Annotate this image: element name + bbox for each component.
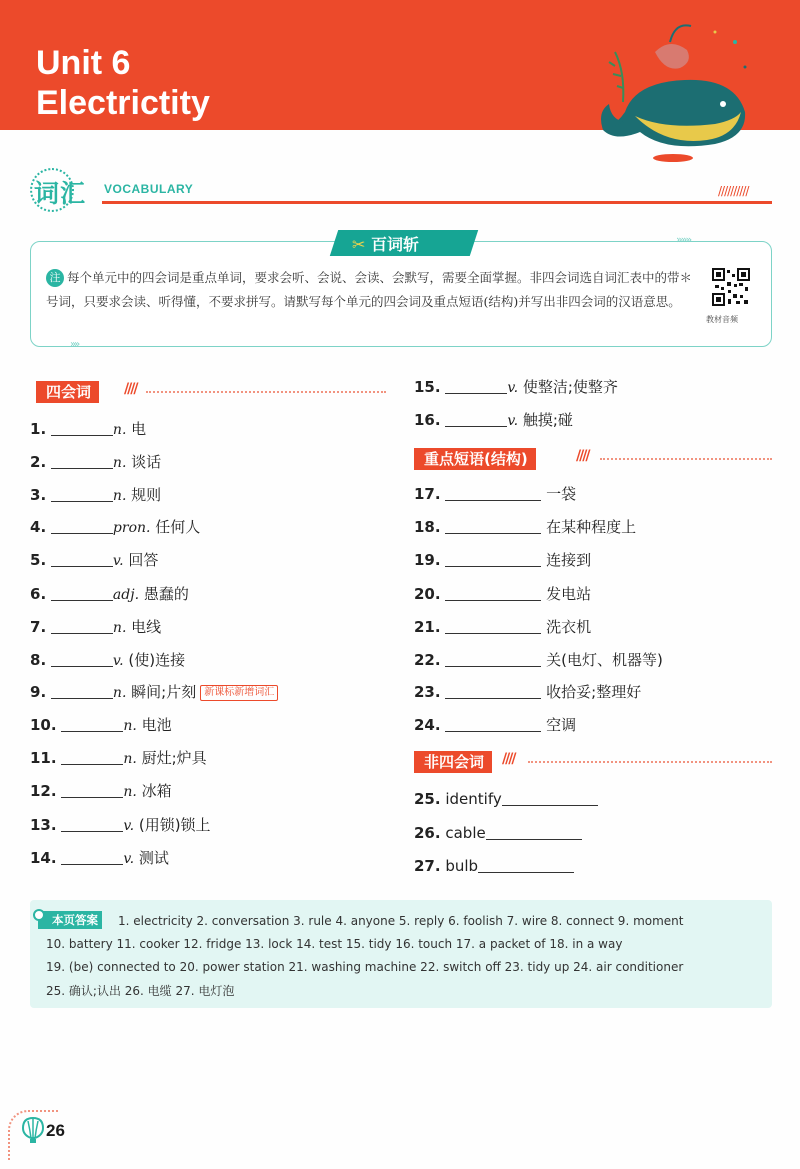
answer-blank[interactable] [51,551,113,567]
item-number: 26 [414,824,435,842]
item-number: 12 [30,782,51,800]
english-word: bulb [445,857,479,875]
meaning: 连接到 [546,551,592,569]
item-number: 8 [30,651,41,669]
vocabulary-heading [30,168,772,218]
vocab-item-7: 7. n. 电线 [30,618,162,636]
section-stripes: //// [576,448,589,464]
vocab-item-1: 1. n. 电 [30,420,147,438]
meaning: 电线 [131,618,162,636]
meaning: 愚蠢的 [143,585,189,603]
item-number: 1 [30,420,41,438]
answer-blank[interactable] [51,518,113,534]
unit-title: Electrictity [36,84,210,122]
item-number: 6 [30,585,41,603]
unit-number: Unit 6 [36,44,131,82]
chevrons-right-icon: »»» [676,233,691,246]
answer-blank[interactable] [51,486,113,502]
vocab-item-9: 9. n. 瞬间;片刻 新课标新增词汇 [30,682,278,703]
non-four-item-27: 27. bulb [414,856,574,876]
part-of-speech: n. [112,685,127,701]
answer-blank[interactable] [61,782,123,798]
part-of-speech: v. [123,818,135,834]
meaning: 使整洁;使整齐 [522,378,618,396]
answer-blank[interactable] [445,585,541,601]
phrase-item-18: 18. 在某种程度上 [414,518,637,536]
part-of-speech: v. [112,653,124,669]
item-number: 15 [414,378,435,396]
item-number: 20 [414,585,435,603]
heading-stripes: ////////// [718,184,749,198]
answer-blank[interactable] [61,749,123,765]
heading-underline [102,201,772,204]
section-dotted-line [600,458,772,460]
answer-blank[interactable] [51,651,113,667]
phrase-item-22: 22. 关(电灯、机器等) [414,651,663,669]
phrase-item-24: 24. 空调 [414,716,577,734]
answer-blank[interactable] [445,551,541,567]
phrase-item-19: 19. 连接到 [414,551,592,569]
part-of-speech: n. [112,488,127,504]
answer-blank[interactable] [445,618,541,634]
vocab-item-16: 16. v. 触摸;碰 [414,411,573,429]
answer-blank[interactable] [502,790,598,806]
answer-blank[interactable] [445,378,507,394]
part-of-speech: n. [112,620,127,636]
answer-blank[interactable] [445,716,541,732]
note-marker: 注 [46,269,64,287]
answer-blank[interactable] [61,716,123,732]
meaning: 谈话 [131,453,162,471]
answer-blank[interactable] [486,824,582,840]
phrase-item-17: 17. 一袋 [414,485,577,503]
meaning: 规则 [131,486,162,504]
item-number: 2 [30,453,41,471]
item-number: 7 [30,618,41,636]
meaning: 冰箱 [141,782,172,800]
vocab-item-2: 2. n. 谈话 [30,453,162,471]
vocab-item-12: 12. n. 冰箱 [30,782,172,800]
meaning: 电 [131,420,147,438]
item-number: 16 [414,411,435,429]
item-number: 3 [30,486,41,504]
part-of-speech: v. [123,851,135,867]
item-number: 10 [30,716,51,734]
vocab-item-13: 13. v. (用锁)锁上 [30,816,211,834]
meaning: (使)连接 [128,651,186,669]
vocab-item-4: 4. pron. 任何人 [30,518,201,536]
section-four-skill-label: 四会词 [36,381,99,403]
phrase-item-20: 20. 发电站 [414,585,592,603]
meaning: 瞬间;片刻 [131,683,197,701]
key-icon [33,909,45,921]
answer-line-3: 19. (be) connected to 20. power station 21. washing machine 22. switch off 23. tidy up 24. air conditioner [46,960,684,974]
answer-line-2: 10. battery 11. cooker 12. fridge 13. lock 14. test 15. tidy 16. touch 17. a packet of 18. in a way [46,937,623,951]
item-number: 23 [414,683,435,701]
section-dotted-line [146,391,386,393]
answer-blank[interactable] [445,485,541,501]
section-dotted-line [528,761,772,763]
phrase-item-21: 21. 洗衣机 [414,618,592,636]
meaning: 关(电灯、机器等) [546,651,663,669]
meaning: 厨灶;炉具 [141,749,207,767]
balloon-icon [20,1116,46,1144]
non-four-item-25: 25. identify [414,789,598,809]
answer-blank[interactable] [51,585,113,601]
meaning: 任何人 [155,518,201,536]
item-number: 9 [30,683,41,701]
phrase-item-23: 23. 收拾妥;整理好 [414,683,642,701]
answer-line-1: 1. electricity 2. conversation 3. rule 4. anyone 5. reply 6. foolish 7. wire 8. connect 9. moment [118,914,684,928]
qr-label: 教材音频 [706,315,738,324]
answer-blank[interactable] [478,857,574,873]
intro-body: 每个单元中的四会词是重点单词，要求会听、会说、会读、会默写，需要全面掌握。非四会词选自词汇表中的带＊号词，只要求会读、听得懂，不要求拼写。请默写每个单元的四会词及重点短语(结构)并写出非四会词的汉语意思。 [46,270,693,309]
vocab-item-14: 14. v. 测试 [30,849,169,867]
answer-blank[interactable] [61,849,123,865]
meaning: 发电站 [546,585,592,603]
intro-title-label: 百词斩 [370,235,419,254]
meaning: 电池 [141,716,172,734]
meaning: 触摸;碰 [522,411,573,429]
section-stripes: //// [124,381,137,397]
meaning: 空调 [546,716,577,734]
section-non-four-label: 非四会词 [414,751,492,773]
meaning: 回答 [128,551,159,569]
answer-blank[interactable] [445,683,541,699]
answer-blank[interactable] [61,816,123,832]
item-number: 17 [414,485,435,503]
answer-label: 本页答案 [38,911,102,929]
vocab-item-10: 10. n. 电池 [30,716,172,734]
answer-blank[interactable] [445,411,507,427]
part-of-speech: n. [123,784,137,800]
answer-line-4: 25. 确认;认出 26. 电缆 27. 电灯泡 [46,984,235,998]
item-number: 4 [30,518,41,536]
part-of-speech: n. [112,455,127,471]
answer-blank[interactable] [51,420,113,436]
vocab-item-11: 11. n. 厨灶;炉具 [30,749,207,767]
answer-blank[interactable] [51,683,113,699]
answer-blank[interactable] [51,453,113,469]
item-number: 13 [30,816,51,834]
vocab-item-8: 8. v. (使)连接 [30,651,186,669]
part-of-speech: pron. [112,520,151,536]
scissors-icon: ✂ [352,235,371,254]
english-word: cable [445,824,486,842]
vocab-item-5: 5. v. 回答 [30,551,159,569]
chevrons-right-icon-bottom: »» [70,339,79,350]
item-number: 11 [30,749,51,767]
part-of-speech: n. [123,751,137,767]
vocabulary-zh-title: 词汇 [34,179,87,208]
item-number: 5 [30,551,41,569]
vocab-item-15: 15. v. 使整洁;使整齐 [414,378,618,396]
meaning: 一袋 [546,485,577,503]
item-number: 21 [414,618,435,636]
part-of-speech: v. [507,380,519,396]
vocab-item-6: 6. adj. 愚蠢的 [30,585,189,603]
section-phrases-label: 重点短语(结构) [414,448,536,470]
item-number: 24 [414,716,435,734]
new-vocab-tag: 新课标新增词汇 [200,685,278,701]
answer-blank[interactable] [51,618,113,634]
meaning: 洗衣机 [546,618,592,636]
answer-blank[interactable] [445,651,541,667]
item-number: 14 [30,849,51,867]
part-of-speech: adj. [112,587,140,603]
answer-blank[interactable] [445,518,541,534]
intro-title [352,232,419,255]
part-of-speech: n. [112,422,127,438]
qr-code-icon[interactable] [712,268,750,306]
page-number: 26 [46,1121,65,1140]
item-number: 18 [414,518,435,536]
item-number: 25 [414,790,435,808]
meaning: 在某种程度上 [546,518,637,536]
meaning: (用锁)锁上 [138,816,211,834]
vocab-item-3: 3. n. 规则 [30,486,162,504]
item-number: 19 [414,551,435,569]
meaning: 收拾妥;整理好 [546,683,642,701]
part-of-speech: n. [123,718,137,734]
vocabulary-en-title: VOCABULARY [104,182,194,196]
intro-text [46,266,696,314]
section-stripes: //// [502,751,515,767]
meaning: 测试 [138,849,169,867]
part-of-speech: v. [507,413,519,429]
item-number: 27 [414,857,435,875]
english-word: identify [445,790,502,808]
non-four-item-26: 26. cable [414,823,582,843]
item-number: 22 [414,651,435,669]
part-of-speech: v. [112,553,124,569]
whale-illustration [595,12,760,162]
